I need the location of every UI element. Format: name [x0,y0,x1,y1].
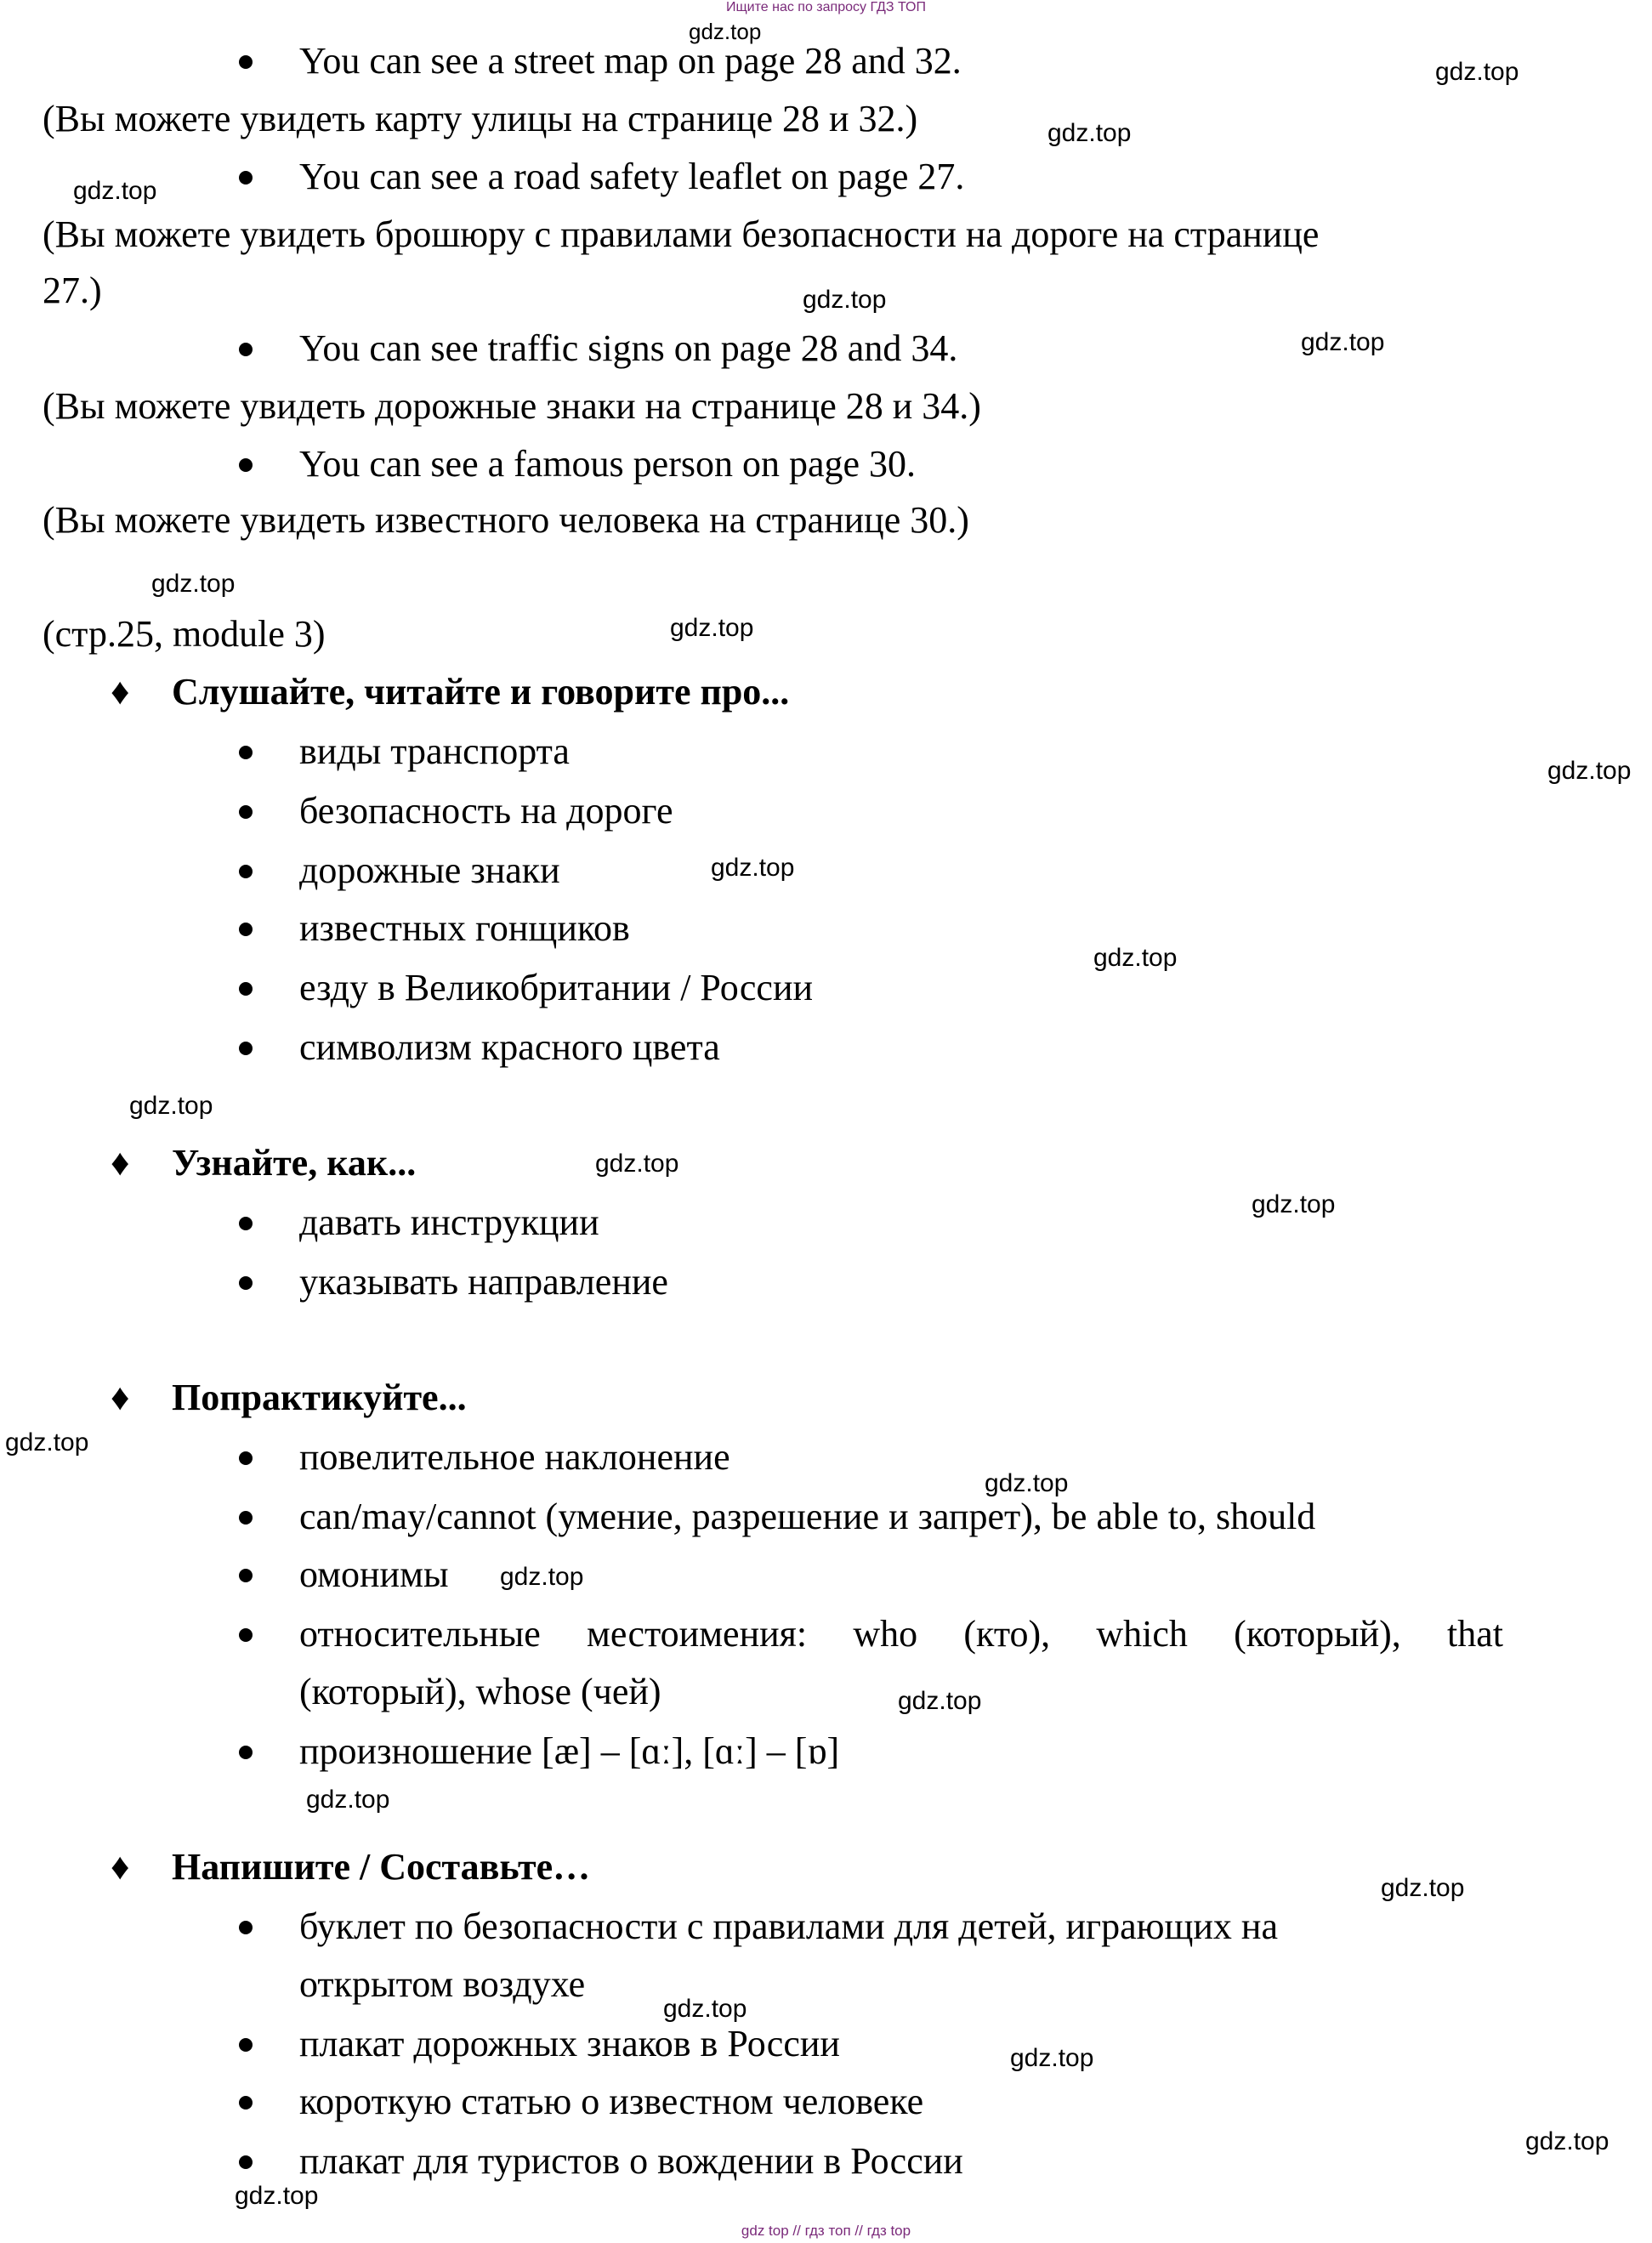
watermark: gdz.top [663,1995,747,2023]
bullet [235,1916,257,1939]
watermark: gdz.top [1547,757,1632,785]
watermark: gdz.top [5,1428,89,1457]
list-item: омонимы [299,1553,449,1595]
watermark: gdz.top [73,177,157,205]
list-item: виды транспорта [299,730,570,772]
watermark: gdz.top [1525,2127,1609,2155]
list-item: плакат для туристов о вождении в России [299,2140,963,2182]
bullet [235,338,257,361]
russian-translation: (Вы можете увидеть брошюру с правилами безопасности на дороге на странице [43,213,1320,255]
watermark: gdz.top [1301,328,1385,356]
bullet [235,978,257,1000]
english-sentence: You can see a street map on page 28 and 32. [299,40,962,82]
watermark: gdz.top [898,1687,982,1715]
bullet [235,860,257,883]
watermark: gdz.top [711,854,795,882]
bullet [235,1447,257,1469]
bullet [235,2034,257,2056]
bullet [235,51,257,73]
bullet [235,167,257,189]
list-item: символизм красного цвета [299,1026,720,1068]
watermark: gdz.top [235,2182,319,2210]
list-item-continuation: (который), whose (чей) [299,1671,661,1712]
watermark: gdz.top [151,570,236,598]
list-item: известных гонщиков [299,907,630,949]
bottom-banner: gdz top // гдз топ // гдз top [741,2223,911,2239]
watermark: gdz.top [1435,58,1519,86]
diamond-bullet-icon: ♦ [111,1846,130,1888]
bullet [235,1507,257,1529]
list-item: езду в Великобритании / России [299,967,814,1008]
watermark: gdz.top [1093,944,1178,972]
bullet [235,1272,257,1294]
russian-translation: (Вы можете увидеть дорожные знаки на странице 28 и 34.) [43,385,981,427]
watermark: gdz.top [306,1786,390,1814]
list-item-continuation: открытом воздухе [299,1963,586,2005]
list-item: произношение [æ] – [ɑː], [ɑː] – [ɒ] [299,1730,840,1772]
list-item: дорожные знаки [299,849,560,891]
top-banner: Ищите нас по запросу ГДЗ ТОП [726,0,926,14]
section-heading: Напишите / Составьте… [172,1846,591,1888]
watermark: gdz.top [129,1092,213,1120]
english-sentence: You can see a road safety leaflet on page 27. [299,156,965,197]
list-item: короткую статью о известном человеке [299,2081,924,2122]
russian-translation: 27.) [43,270,102,311]
english-sentence: You can see traffic signs on page 28 and 34. [299,327,958,369]
russian-translation: (Вы можете увидеть известного человека на странице 30.) [43,499,969,541]
list-item: can/may/cannot (умение, разрешение и запрет), be able to, should [299,1496,1316,1537]
watermark: gdz.top [1252,1190,1336,1218]
list-item: буклет по безопасности с правилами для детей, играющих на [299,1905,1279,1947]
list-item: безопасность на дороге [299,790,673,832]
bullet [235,1212,257,1235]
diamond-bullet-icon: ♦ [111,1142,130,1184]
module-reference: (стр.25, module 3) [43,613,326,655]
bullet [235,801,257,823]
bullet [235,2151,257,2173]
section-heading: Слушайте, читайте и говорите про... [172,671,790,713]
russian-translation: (Вы можете увидеть карту улицы на странице 28 и 32.) [43,98,918,139]
list-item: указывать направление [299,1261,668,1303]
watermark: gdz.top [1047,119,1132,147]
list-item: плакат дорожных знаков в России [299,2023,840,2064]
bullet [235,1037,257,1059]
bullet [235,2092,257,2114]
bullet [235,1624,257,1646]
watermark: gdz.top [803,286,887,314]
section-heading: Узнайте, как... [172,1142,417,1184]
bullet [235,741,257,764]
bullet [235,1564,257,1587]
english-sentence: You can see a famous person on page 30. [299,443,917,485]
watermark: gdz.top [500,1563,584,1591]
section-heading: Попрактикуйте... [172,1377,467,1418]
list-item: давать инструкции [299,1201,599,1243]
watermark: gdz.top [670,614,754,642]
watermark: gdz.top [1381,1874,1465,1902]
watermark: gdz.top [689,19,762,44]
diamond-bullet-icon: ♦ [111,1377,130,1418]
diamond-bullet-icon: ♦ [111,671,130,713]
watermark: gdz.top [595,1150,679,1178]
bullet [235,1741,257,1763]
watermark: gdz.top [1010,2044,1094,2072]
bullet [235,918,257,940]
watermark: gdz.top [985,1469,1069,1497]
list-item: повелительное наклонение [299,1436,730,1478]
bullet [235,454,257,476]
list-item: относительные местоимения: who (кто), which (который), that [299,1613,1503,1655]
